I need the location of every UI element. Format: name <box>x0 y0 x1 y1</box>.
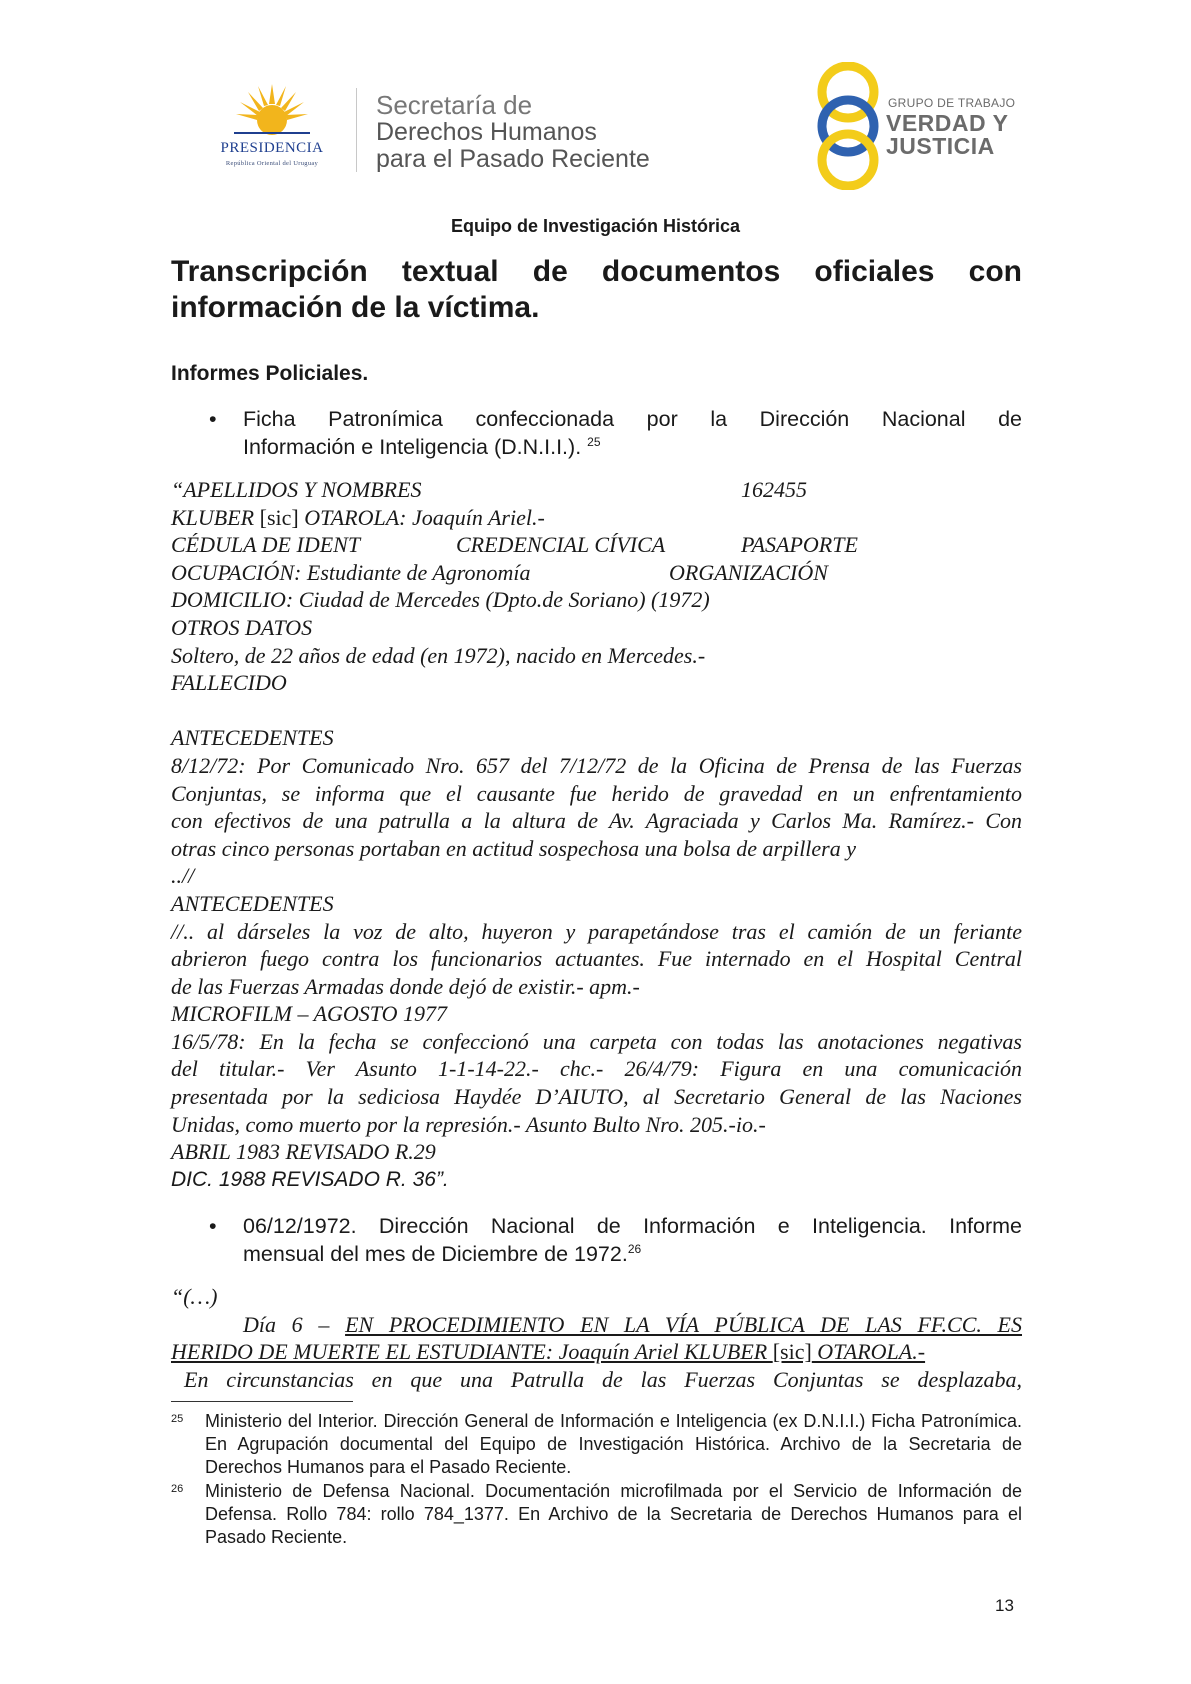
secretaria-line-3: para el Pasado Reciente <box>376 145 650 173</box>
footnote-text: Ministerio del Interior. Dirección General de Información e Inteligencia (ex D.N.I.I.) Ficha Patronímica. En Agrupación documental del Equipo de Investigación Histórica. Archivo de la Secretaria de Derechos Humanos para el Pasado Reciente. <box>205 1411 1022 1477</box>
footnote-ref[interactable]: 25 <box>587 434 601 449</box>
sic-mark: [sic] <box>259 504 299 530</box>
informe-headline-1: EN PROCEDIMIENTO EN LA VÍA PÚBLICA DE LAS FF.CC. ES <box>345 1311 1022 1337</box>
ficha-line: Unidas, como muerto por la represión.- Asunto Bulto Nro. 205.-io.- <box>171 1111 766 1137</box>
informe-headline-2: HERIDO DE MUERTE EL ESTUDIANTE: Joaquín Ariel KLUBER <box>171 1339 773 1365</box>
bullet-text-line-2: Información e Inteligencia (D.N.I.I.). <box>243 435 582 459</box>
verdad-line: VERDAD Y <box>886 110 1009 136</box>
justicia-line: JUSTICIA <box>886 133 995 159</box>
ficha-antecedentes-2: ANTECEDENTES <box>171 890 334 916</box>
ficha-revisado-1: ABRIL 1983 REVISADO R.29 <box>171 1139 436 1165</box>
bullet-icon: • <box>209 1214 217 1238</box>
bullet-icon: • <box>209 407 217 431</box>
footnote-number: 25 <box>171 1413 184 1425</box>
secretaria-line-1: Secretaría de <box>376 90 533 120</box>
bullet-text-line-1: 06/12/1972. Dirección Nacional de Información e Inteligencia. Informe <box>243 1214 1022 1238</box>
header-divider <box>356 88 357 172</box>
ficha-label-apellidos: “APELLIDOS Y NOMBRES <box>171 477 422 502</box>
ficha-line: //.. al dárseles la voz de alto, huyeron y parapetándose tras el camión de un feriante <box>171 918 1022 944</box>
ficha-microfilm: MICROFILM – AGOSTO 1977 <box>171 1001 448 1027</box>
ficha-transcription <box>171 476 1022 1193</box>
informe-day: Día 6 – <box>243 1311 346 1337</box>
informe-transcription <box>171 1283 1022 1393</box>
presidencia-wordmark: PRESIDENCIA <box>220 140 324 156</box>
ficha-name-rest: OTAROLA: Joaquín Ariel.- <box>298 504 545 530</box>
ficha-pasaporte: PASAPORTE <box>741 532 858 558</box>
grupo-trabajo-label: GRUPO DE TRABAJO <box>888 96 1016 110</box>
ficha-revisado-2: DIC. 1988 REVISADO R. 36”. <box>171 1167 449 1191</box>
ficha-line: 16/5/78: En la fecha se confeccionó una carpeta con todas las anotaciones negativas <box>171 1028 1022 1054</box>
footnote-ref[interactable]: 26 <box>627 1241 642 1256</box>
bullet-text-line-2: mensual del mes de Diciembre de 1972. <box>243 1242 628 1266</box>
footnote-divider <box>171 1401 353 1402</box>
ficha-line: con efectivos de una patrulla a la altura de Av. Agraciada y Carlos Ma. Ramírez.- Con <box>171 808 1022 834</box>
ficha-ocupacion: OCUPACIÓN: Estudiante de Agronomía <box>171 559 531 585</box>
section-heading: Informes Policiales. <box>171 362 369 385</box>
page-title: Transcripción textual de documentos oficiales con información de la víctima. <box>171 255 1022 324</box>
ficha-line: otras cinco personas portaban en actitud sospechosa una bolsa de arpillera y <box>171 835 857 861</box>
secretaria-line-2: Derechos Humanos <box>376 118 597 146</box>
ficha-domicilio: DOMICILIO: Ciudad de Mercedes (Dpto.de Soriano) (1972) <box>171 587 710 613</box>
ficha-credencial: CREDENCIAL CÍVICA <box>456 532 666 558</box>
ficha-line: de las Fuerzas Armadas donde dejó de existir.- apm.- <box>171 973 640 999</box>
sun-icon <box>234 82 310 140</box>
secretaria-wordmark <box>376 92 650 173</box>
ficha-line: del titular.- Ver Asunto 1-1-14-22.- chc.- 26/4/79: Figura en una comunicación <box>171 1056 1022 1082</box>
ficha-name-part: KLUBER <box>171 504 260 530</box>
ficha-line: abrieron fuego contra los funcionarios actuantes. Fue internado en el Hospital Central <box>171 946 1022 972</box>
ficha-organizacion: ORGANIZACIÓN <box>669 559 828 585</box>
ficha-cedula: CÉDULA DE IDENT <box>171 532 361 558</box>
ficha-line: presentada por la sediciosa Haydée D’AIUTO, al Secretario General de las Naciones <box>171 1084 1022 1110</box>
footnote-number: 26 <box>171 1483 184 1495</box>
footnote-text: Ministerio de Defensa Nacional. Documentación microfilmada por el Servicio de Información de Defensa. Rollo 784: rollo 784_1377. En Archivo de la Secretaria de Derechos Humanos para el Pasado Reciente. <box>205 1481 1022 1547</box>
presidencia-subtitle: República Oriental del Uruguay <box>225 160 319 167</box>
informe-line: En circunstancias en que una Patrulla de las Fuerzas Conjuntas se desplazaba, <box>184 1366 1022 1392</box>
team-heading: Equipo de Investigación Histórica <box>450 216 741 236</box>
ficha-continuation: ..// <box>171 863 195 889</box>
sic-mark: [sic] <box>772 1339 812 1365</box>
ficha-fallecido: FALLECIDO <box>171 670 287 696</box>
ficha-line: 8/12/72: Por Comunicado Nro. 657 del 7/12/72 de la Oficina de Prensa de las Fuerzas <box>171 752 1022 778</box>
bullet-text-line-1: Ficha Patronímica confeccionada por la Dirección Nacional de <box>243 407 1022 431</box>
presidencia-logo <box>196 82 348 174</box>
ficha-number: 162455 <box>741 477 807 502</box>
informe-headline-3: OTAROLA.- <box>811 1339 926 1365</box>
page-number: 13 <box>995 1596 1014 1615</box>
ficha-line: Conjuntas, se informa que el causante fue herido de gravedad en un enfrentamiento <box>171 780 1022 806</box>
ficha-soltero: Soltero, de 22 años de edad (en 1972), nacido en Mercedes.- <box>171 642 706 668</box>
informe-ellipsis: “(…) <box>171 1284 218 1309</box>
ficha-antecedentes-1: ANTECEDENTES <box>171 725 334 751</box>
ficha-otros-datos: OTROS DATOS <box>171 614 313 640</box>
verdad-justicia-wordmark <box>886 112 1008 158</box>
